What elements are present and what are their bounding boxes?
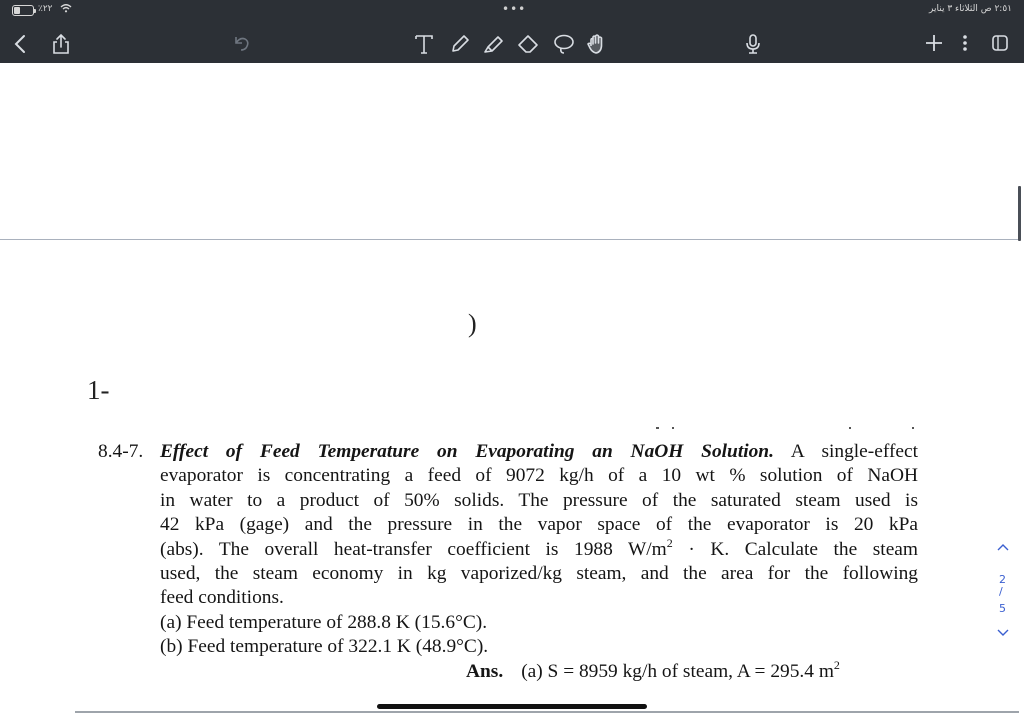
page-separator: [0, 239, 1018, 240]
scrollbar[interactable]: [1018, 186, 1021, 241]
page-down-icon[interactable]: [996, 628, 1010, 638]
back-icon: [12, 33, 30, 55]
hand-icon: [586, 33, 608, 55]
eraser-icon: [516, 33, 540, 55]
battery-icon: [12, 5, 34, 16]
share-button[interactable]: [50, 33, 72, 55]
lasso-icon: [552, 33, 576, 55]
text-tool-button[interactable]: [414, 33, 434, 55]
page-bottom-edge: [75, 711, 1019, 713]
microphone-button[interactable]: [744, 33, 762, 55]
page-separator-slash: /: [999, 585, 1003, 598]
problem-line: evaporator is concentrating a feed of 9072 kg/h of a 10 wt % solution of NaOH: [160, 465, 918, 487]
problem-line: used, the steam economy in kg vaporized/kg steam, and the area for the following: [160, 563, 918, 585]
top-toolbar: [0, 0, 1024, 63]
problem-part-b: (b) Feed temperature of 322.1 K (48.9°C).: [160, 636, 489, 658]
answer-text: (a) S = 8959 kg/h of steam, A = 295.4 m: [521, 661, 834, 682]
more-icon: [960, 33, 970, 53]
lasso-tool-button[interactable]: [552, 33, 576, 55]
handwritten-number: 1-: [87, 375, 110, 405]
undo-icon: [232, 33, 252, 53]
undo-button[interactable]: [232, 33, 252, 53]
page-up-icon[interactable]: [996, 542, 1010, 552]
problem-line: Effect of Feed Temperature on Evaporating an NaOH Solution. A single-effect: [160, 441, 919, 462]
scan-artifact-marks: [560, 425, 920, 431]
problem-body: [160, 440, 918, 660]
multitask-dots[interactable]: •••: [502, 2, 527, 16]
pages-icon: [990, 33, 1010, 53]
total-pages: 5: [999, 602, 1006, 615]
eraser-tool-button[interactable]: [516, 33, 540, 55]
back-button[interactable]: [12, 33, 30, 55]
problem-line: (abs). The overall heat-transfer coefficient is 1988 $W/m^2 \cdot K$. Calculate the steam: [160, 535, 918, 560]
highlighter-icon: [482, 33, 506, 55]
handwritten-paren: ): [468, 309, 477, 338]
answer-label: Ans.: [466, 661, 504, 682]
status-bar: [0, 0, 1024, 22]
share-icon: [50, 33, 72, 55]
textbook-problem: [98, 440, 918, 660]
more-options-button[interactable]: [960, 33, 970, 53]
wifi-icon: [60, 3, 72, 13]
battery-percent: ٪٢٢: [38, 4, 53, 14]
problem-line: feed conditions.: [160, 587, 284, 609]
pen-tool-button[interactable]: [449, 33, 471, 55]
home-indicator[interactable]: [377, 704, 647, 709]
problem-line: 42 kPa (gage) and the pressure in the vapor space of the evaporator is 20 kPa: [160, 514, 918, 536]
problem-answer: Ans. (a) S = 8959 kg/h of steam, A = 295.4 $m^2$: [466, 658, 840, 682]
status-clock: ٢:٥١ ص الثلاثاء ٣ يناير: [929, 4, 1012, 14]
add-page-button[interactable]: [924, 33, 944, 53]
pages-overview-button[interactable]: [990, 33, 1010, 53]
problem-part-a: (a) Feed temperature of 288.8 K (15.6°C).: [160, 611, 488, 633]
problem-title: Effect of Feed Temperature on Evaporating an NaOH Solution.: [160, 441, 774, 462]
problem-number: 8.4-7.: [98, 441, 144, 462]
page-navigator: [990, 540, 1016, 645]
text-tool-icon: [414, 33, 434, 55]
current-page: 2: [999, 573, 1006, 586]
microphone-icon: [744, 33, 762, 55]
add-icon: [924, 33, 944, 53]
hand-tool-button[interactable]: [586, 33, 608, 55]
highlighter-tool-button[interactable]: [482, 33, 506, 55]
problem-line: in water to a product of 50% solids. The pressure of the saturated steam used is: [160, 489, 918, 511]
pen-icon: [449, 33, 471, 55]
